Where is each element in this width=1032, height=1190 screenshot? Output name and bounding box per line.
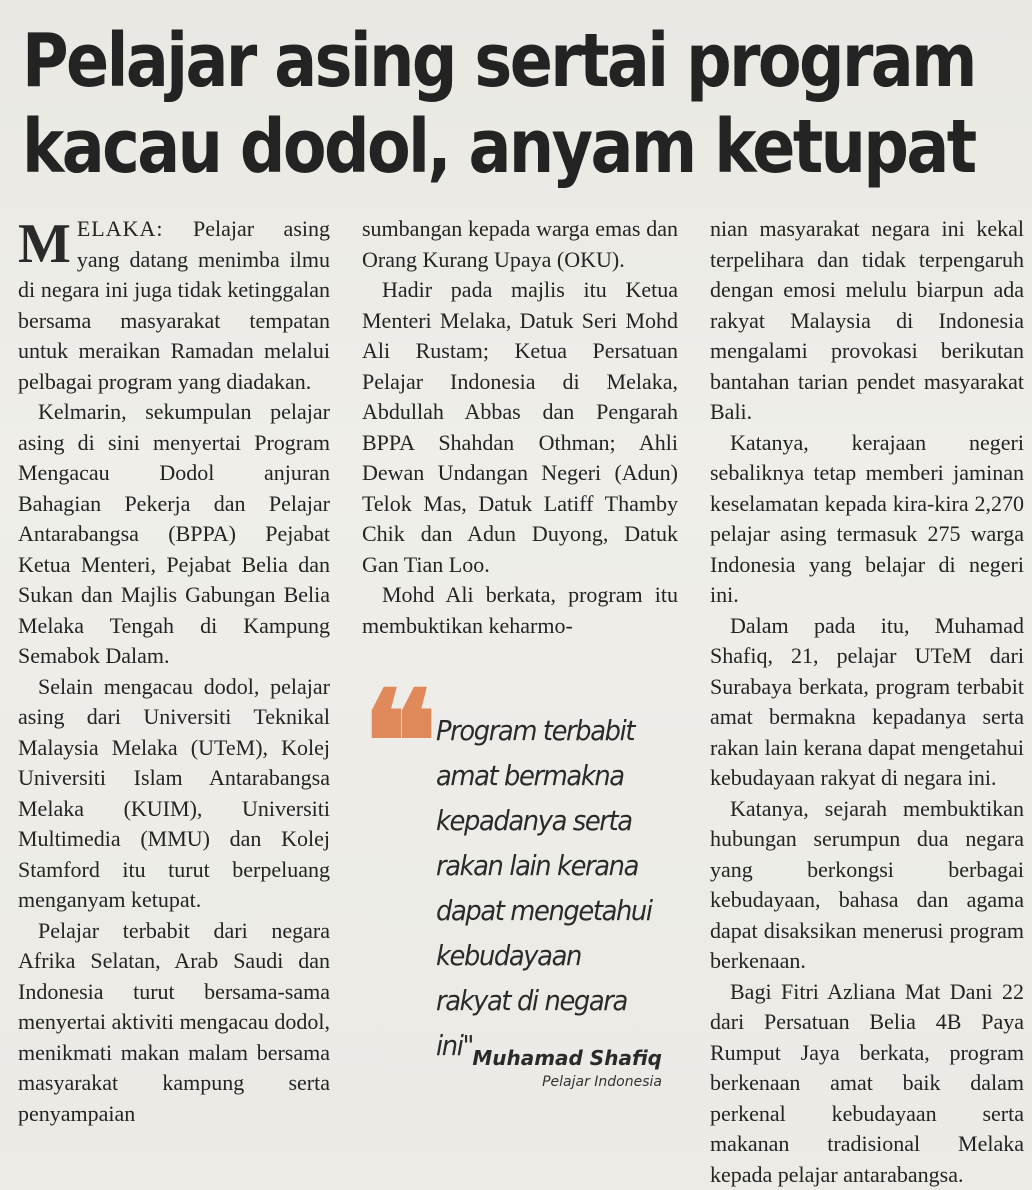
paragraph: sumbangan kepada warga emas dan Orang Kurang Upaya (OKU).	[362, 214, 678, 275]
paragraph: Mohd Ali berkata, program itu membuktikan keharmo-	[362, 580, 678, 641]
paragraph: Pelajar terbabit dari negara Afrika Selatan, Arab Saudi dan Indonesia turut bersama-sama menyertai aktiviti mengacau dodol, menikmati makan malam bersama masyarakat kampung serta penyampaian	[18, 916, 330, 1130]
headline-line-2: kacau dodol, anyam ketupat	[22, 104, 873, 190]
headline-line-1: Pelajar asing sertai program	[22, 18, 873, 104]
pull-quote-name: Muhamad Shafiq	[472, 1046, 662, 1070]
paragraph: Hadir pada majlis itu Ketua Menteri Melaka, Datuk Seri Mohd Ali Rustam; Ketua Persatuan Pelajar Indonesia di Melaka, Abdullah Abbas dan Pengarah BPPA Shahdan Othman; Ahli Dewan Undangan Negeri (Adun) Telok Mas, Datuk Latiff Thamby Chik dan Adun Duyong, Datuk Gan Tian Loo.	[362, 275, 678, 580]
paragraph: nian masyarakat negara ini kekal terpelihara dan tidak terpengaruh dengan emosi melulu biarpun ada rakyat Malaysia di Indonesia mengalami provokasi berikutan bantahan tarian pendet masyarakat Bali.	[710, 214, 1024, 428]
paragraph: Katanya, sejarah membuktikan hubungan serumpun dua negara yang berkongsi berbagai kebudayaan, bahasa dan agama dapat disaksikan menerusi program berkenaan.	[710, 794, 1024, 977]
dateline: ELAKA:	[77, 216, 164, 241]
paragraph-text: Pelajar asing yang datang menimba ilmu di negara ini juga tidak ketinggalan bersama masyarakat tempatan untuk meraikan Ramadan melalui pelbagai program yang diadakan.	[18, 216, 330, 394]
paragraph: Katanya, kerajaan negeri sebaliknya tetap memberi jaminan keselamatan kepada kira-kira 2,270 pelajar asing termasuk 275 warga Indonesia yang belajar di negeri ini.	[710, 428, 1024, 611]
dropcap: M	[18, 220, 71, 268]
paragraph: Bagi Fitri Azliana Mat Dani 22 dari Persatuan Belia 4B Paya Rumput Jaya berkata, program berkenaan amat baik dalam perkenal kebudayaan serta makanan tradisional Melaka kepada pelajar antarabangsa.	[710, 977, 1024, 1190]
lead-paragraph	[18, 214, 330, 397]
pull-quote-role: Pelajar Indonesia	[542, 1074, 662, 1090]
quote-mark-icon: ❝	[362, 688, 423, 798]
pull-quote-text: Program terbabit amat bermakna kepadanya serta rakan lain kerana dapat mengetahui kebudayaan rakyat di negara ini"	[436, 708, 657, 1068]
paragraph: Dalam pada itu, Muhamad Shafiq, 21, pelajar UTeM dari Surabaya berkata, program terbabit amat bermakna kepadanya serta rakan lain kerana dapat mengetahui kebudayaan rakyat di negara ini.	[710, 611, 1024, 794]
pull-quote	[362, 686, 678, 1096]
article-column-3	[710, 214, 1024, 1190]
article-column-1	[18, 214, 330, 1129]
paragraph: Selain mengacau dodol, pelajar asing dari Universiti Teknikal Malaysia Melaka (UTeM), Kolej Universiti Islam Antarabangsa Melaka (KUIM), Universiti Multimedia (MMU) dan Kolej Stamford itu turut berpeluang menganyam ketupat.	[18, 672, 330, 916]
headline	[22, 18, 873, 190]
paragraph: Kelmarin, sekumpulan pelajar asing di sini menyertai Program Mengacau Dodol anjuran Bahagian Pekerja dan Pelajar Antarabangsa (BPPA) Pejabat Ketua Menteri, Pejabat Belia dan Sukan dan Majlis Gabungan Belia Melaka Tengah di Kampung Semabok Dalam.	[18, 397, 330, 672]
article-column-2	[362, 214, 678, 641]
